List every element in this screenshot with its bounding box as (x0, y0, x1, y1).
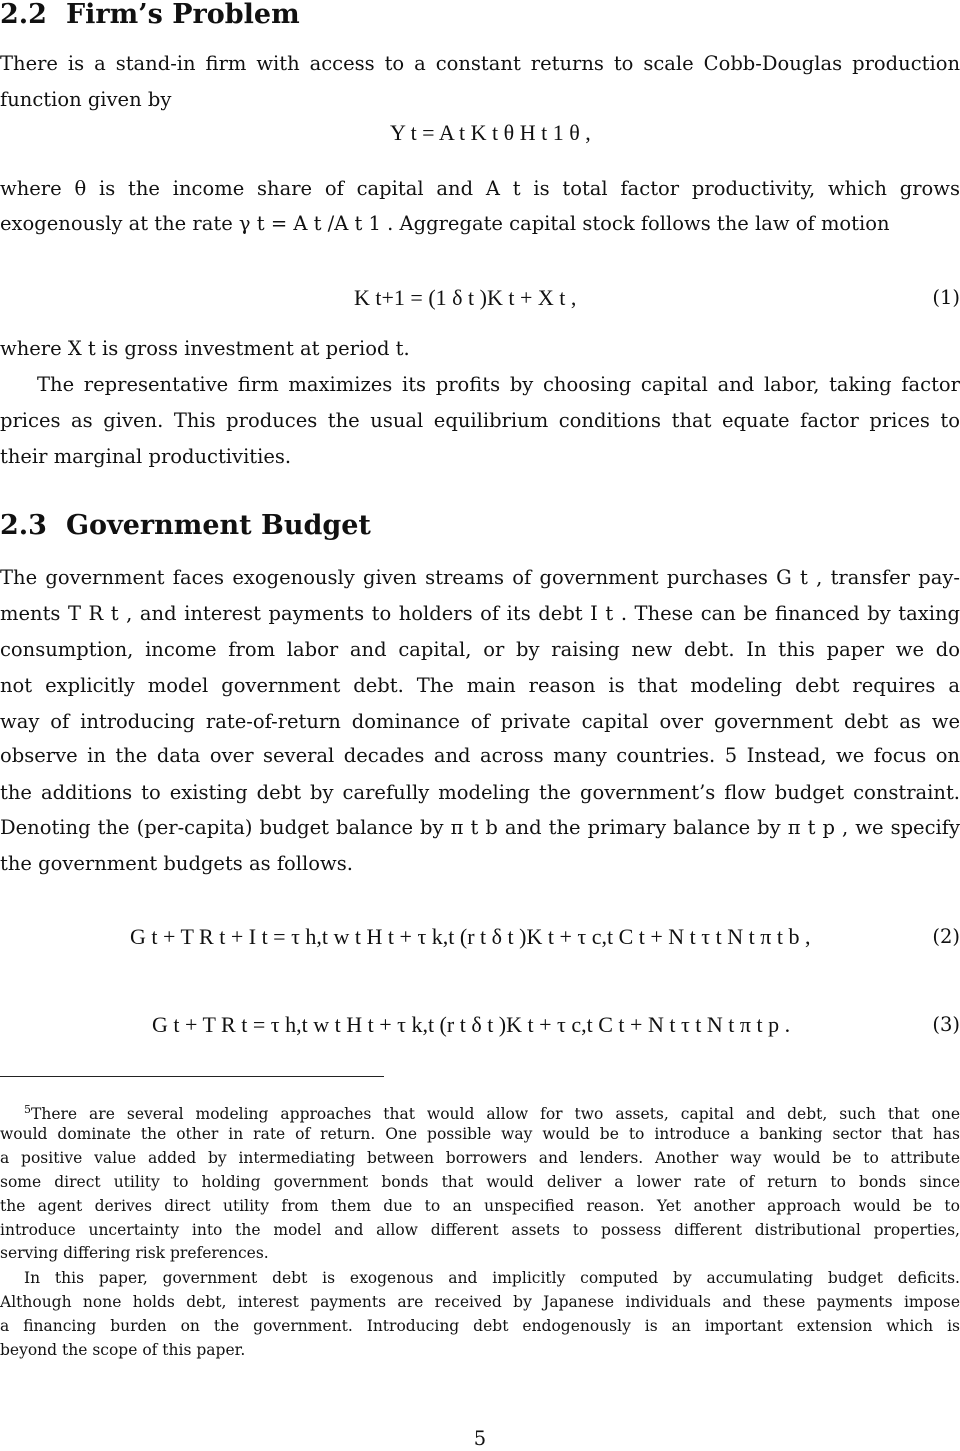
paragraph-line: where X t is gross investment at period t. (0, 337, 410, 360)
footnote-text: There are several modeling approaches that would allow for two assets, capital and debt, such that one (31, 1105, 960, 1124)
section-heading-government-budget (0, 511, 371, 541)
equation-law-of-motion: K t+1 = (1 δ t )K t + X t , (354, 285, 577, 310)
equation-production-function: Y t = A t K t θ H t 1 θ , (390, 120, 591, 145)
section-heading-firms-problem (0, 0, 300, 30)
equation-number: (1) (932, 286, 960, 309)
footnote-line: a positive value added by intermediating between borrowers and lenders. Another way would be to attribute (0, 1149, 960, 1167)
paragraph-line: There is a stand-in firm with access to a constant returns to scale Cobb-Douglas production (0, 52, 960, 75)
paragraph-line: The government faces exogenously given streams of government purchases G t , transfer pay- (0, 566, 960, 589)
footnote-line (24, 1100, 960, 1124)
section-title: Firm’s Problem (66, 0, 300, 30)
section-number: 2.2 (0, 0, 47, 30)
paragraph-line: function given by (0, 88, 172, 111)
paragraph-line: prices as given. This produces the usual equilibrium conditions that equate factor prices to (0, 409, 960, 432)
paragraph-line: the government budgets as follows. (0, 852, 353, 875)
footnote-line: would dominate the other in rate of return. One possible way would be to introduce a banking sector that has (0, 1125, 960, 1143)
page-number: 5 (473, 1427, 487, 1450)
equation-primary-balance: G t + T R t = τ h,t w t H t + τ k,t (r t δ t )K t + τ c,t C t + N t τ t N t π t p . (152, 1012, 791, 1037)
paragraph-line: the additions to existing debt by carefully modeling the government’s flow budget constraint. (0, 781, 960, 804)
footnote-line: serving differing risk preferences. (0, 1244, 269, 1262)
section-title: Government Budget (66, 510, 371, 541)
footnote-marker: 5 (24, 1103, 31, 1116)
paragraph-line: exogenously at the rate γ t = A t /A t 1 . Aggregate capital stock follows the law of motion (0, 212, 890, 235)
footnote-line: a financing burden on the government. Introducing debt endogenously is an important extension which is (0, 1317, 960, 1335)
paragraph-line: way of introducing rate-of-return dominance of private capital over government debt as we (0, 710, 960, 733)
paragraph-line: where θ is the income share of capital and A t is total factor productivity, which grows (0, 177, 960, 200)
footnote-line: beyond the scope of this paper. (0, 1341, 246, 1359)
paragraph-line: observe in the data over several decades and across many countries. 5 Instead, we focus on (0, 744, 960, 767)
paragraph-line: Denoting the (per-capita) budget balance by π t b and the primary balance by π t p , we specify (0, 816, 960, 839)
footnote-line: introduce uncertainty into the model and allow different assets to possess different distributional properties, (0, 1221, 960, 1239)
footnote-line: the agent derives direct utility from them due to an unspecified reason. Yet another approach would be to (0, 1197, 960, 1215)
footnote-rule (0, 1076, 384, 1077)
footnote-line: In this paper, government debt is exogenous and implicitly computed by accumulating budget deficits. (24, 1269, 960, 1287)
paragraph-line: their marginal productivities. (0, 445, 292, 468)
paragraph-line: ments T R t , and interest payments to holders of its debt I t . These can be financed by taxing (0, 602, 960, 625)
equation-government-budget: G t + T R t + I t = τ h,t w t H t + τ k,t (r t δ t )K t + τ c,t C t + N t τ t N t π t b , (130, 924, 811, 949)
footnote-line: some direct utility to holding government bonds that would deliver a lower rate of return to bonds since (0, 1173, 960, 1191)
paragraph-line: not explicitly model government debt. The main reason is that modeling debt requires a (0, 674, 960, 697)
paragraph-line: consumption, income from labor and capital, or by raising new debt. In this paper we do (0, 638, 960, 661)
equation-number: (3) (932, 1013, 960, 1036)
equation-number: (2) (932, 925, 960, 948)
footnote-line: Although none holds debt, interest payments are received by Japanese individuals and these payments impose (0, 1293, 960, 1311)
section-number: 2.3 (0, 510, 47, 541)
paragraph-line: The representative firm maximizes its profits by choosing capital and labor, taking factor (37, 373, 960, 396)
